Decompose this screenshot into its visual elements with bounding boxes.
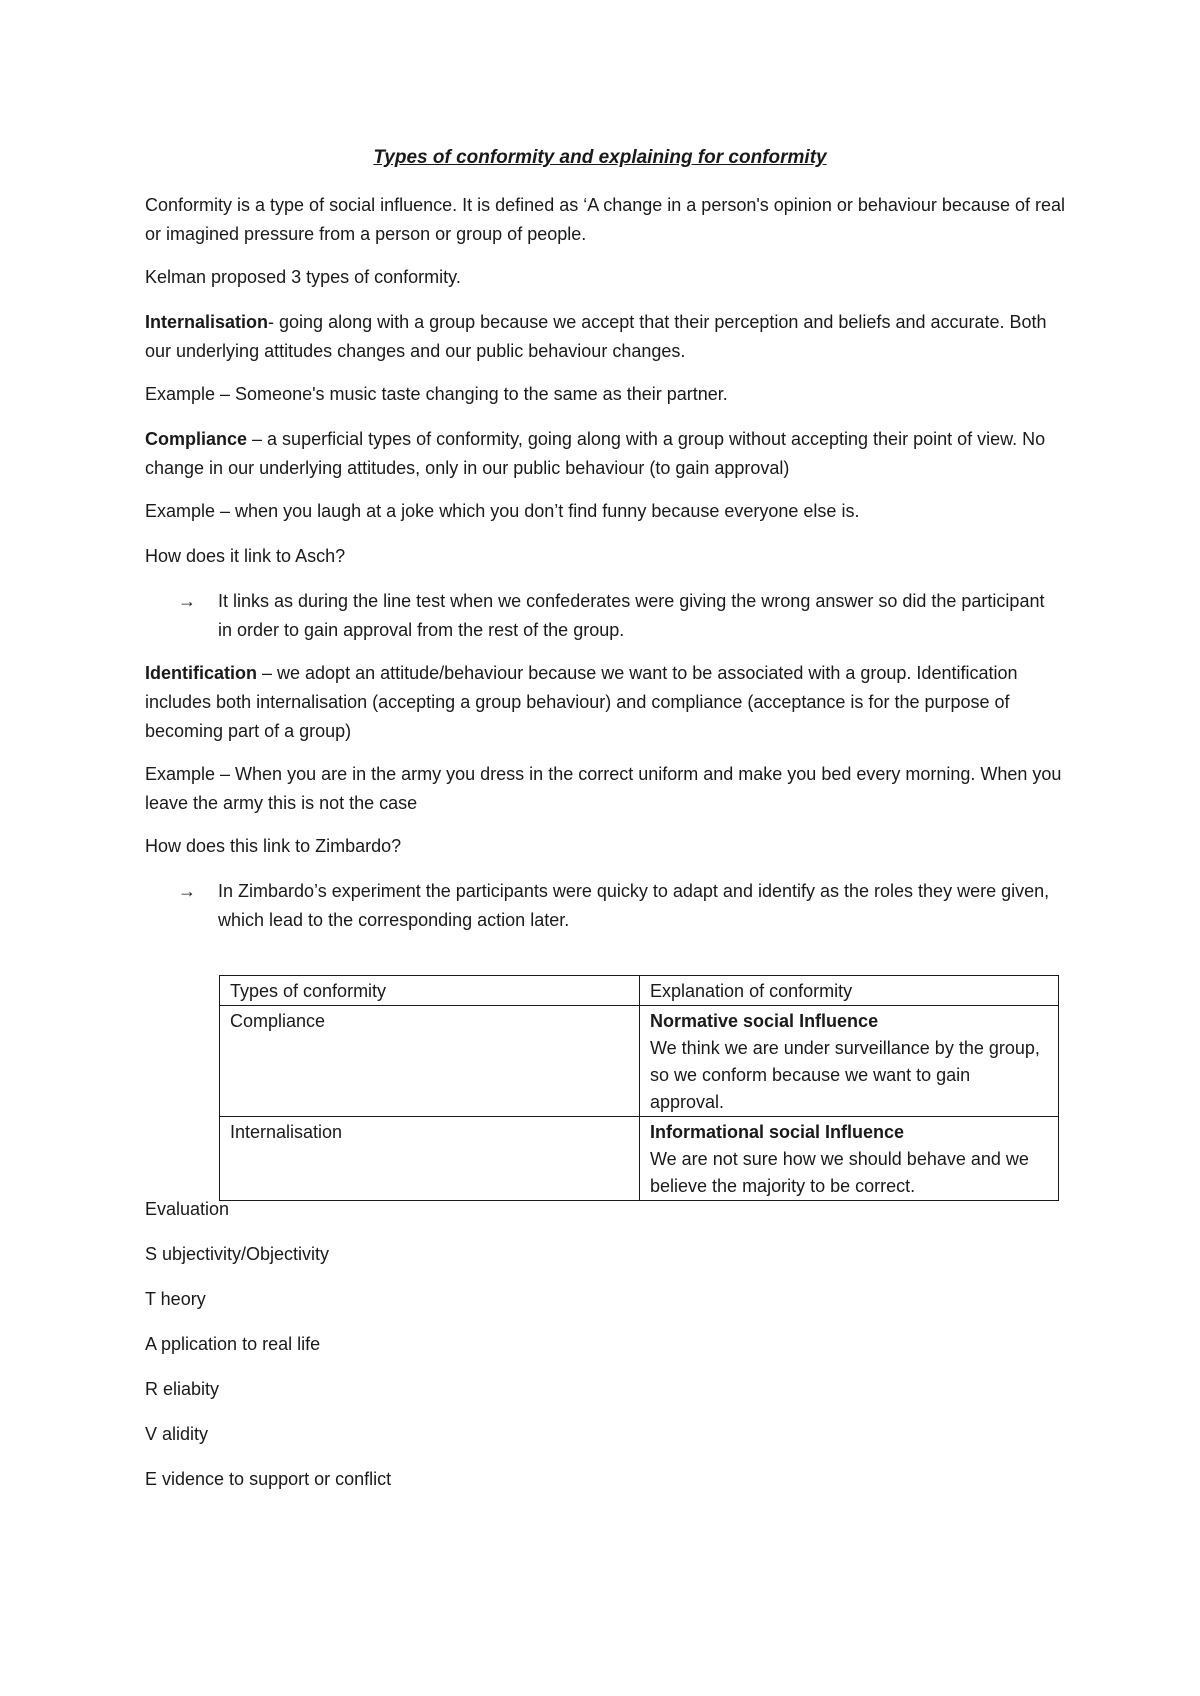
table-row [220, 1006, 1059, 1117]
table-cell-type: Internalisation [220, 1117, 640, 1201]
explanation-body: We think we are under surveillance by the group, so we conform because we want to gain approval. [650, 1038, 1040, 1112]
kelman-paragraph [145, 263, 1065, 292]
identification-example-text: Example – When you are in the army you dress in the correct uniform and make you bed every morning. When you leave the army this is not the case [145, 764, 1062, 813]
identification-definition: – we adopt an attitude/behaviour because we want to be associated with a group. Identification includes both internalisation (accepting a group behaviour) and compliance (acceptance is for the purpose of becoming part of a group) [145, 663, 1018, 741]
internalisation-term: Internalisation [145, 312, 269, 332]
kelman-text: Kelman proposed 3 types of conformity. [145, 267, 461, 287]
zimbardo-answer-item [178, 877, 1058, 935]
identification-paragraph [145, 659, 1065, 746]
compliance-paragraph [145, 425, 1065, 483]
compliance-example-text: Example – when you laugh at a joke which you don’t find funny because everyone else is. [145, 501, 860, 521]
compliance-example [145, 497, 1065, 526]
zimbardo-answer-text: In Zimbardo’s experiment the participants were quicky to adapt and identify as the roles they were given, which lead to the corresponding action later. [218, 881, 1050, 930]
table-row [220, 1117, 1059, 1201]
table-cell-explanation [640, 1117, 1059, 1201]
evaluation-item: V alidity [145, 1424, 209, 1444]
evaluation-item: E vidence to support or conflict [145, 1469, 392, 1489]
evaluation-item: S ubjectivity/Objectivity [145, 1244, 330, 1264]
internalisation-definition: - going along with a group because we accept that their perception and beliefs and accurate. Both our underlying attitudes changes and our public behaviour changes. [145, 312, 1047, 361]
explanation-heading: Normative social Influence [650, 1011, 879, 1031]
zimbardo-question [145, 832, 1065, 861]
table-header-cell: Explanation of conformity [640, 976, 1059, 1006]
asch-question-text: How does it link to Asch? [145, 546, 346, 566]
explanation-body: We are not sure how we should behave and we believe the majority to be correct. [650, 1149, 1029, 1196]
asch-answer-text: It links as during the line test when we confederates were giving the wrong answer so did the participant in order to gain approval from the rest of the group. [218, 591, 1045, 640]
intro-paragraph [145, 191, 1065, 249]
internalisation-example [145, 380, 1065, 409]
conformity-table [219, 975, 1059, 1201]
zimbardo-question-text: How does this link to Zimbardo? [145, 836, 402, 856]
explanation-heading: Informational social Influence [650, 1122, 905, 1142]
internalisation-paragraph [145, 308, 1065, 366]
evaluation-heading: Evaluation [145, 1199, 230, 1219]
table-header-row [220, 976, 1059, 1006]
asch-question [145, 542, 1065, 571]
internalisation-example-text: Example – Someone's music taste changing to the same as their partner. [145, 384, 728, 404]
compliance-definition: – a superficial types of conformity, going along with a group without accepting their point of view. No change in our underlying attitudes, only in our public behaviour (to gain approval) [145, 429, 1046, 478]
intro-text: Conformity is a type of social influence. It is defined as ‘A change in a person's opinion or behaviour because of real or imagined pressure from a person or group of people. [145, 195, 1065, 244]
arrow-icon: → [178, 881, 196, 901]
arrow-icon: → [178, 591, 196, 611]
asch-answer-item [178, 587, 1058, 645]
table-cell-explanation [640, 1006, 1059, 1117]
identification-example [145, 760, 1065, 818]
evaluation-item: T heory [145, 1289, 206, 1309]
evaluation-item: A pplication to real life [145, 1334, 321, 1354]
document-title: Types of conformity and explaining for conformity [373, 147, 827, 168]
compliance-term: Compliance [145, 429, 248, 449]
evaluation-item: R eliabity [145, 1379, 220, 1399]
table-cell-type: Compliance [220, 1006, 640, 1117]
table-header-cell: Types of conformity [220, 976, 640, 1006]
identification-term: Identification [145, 663, 257, 683]
